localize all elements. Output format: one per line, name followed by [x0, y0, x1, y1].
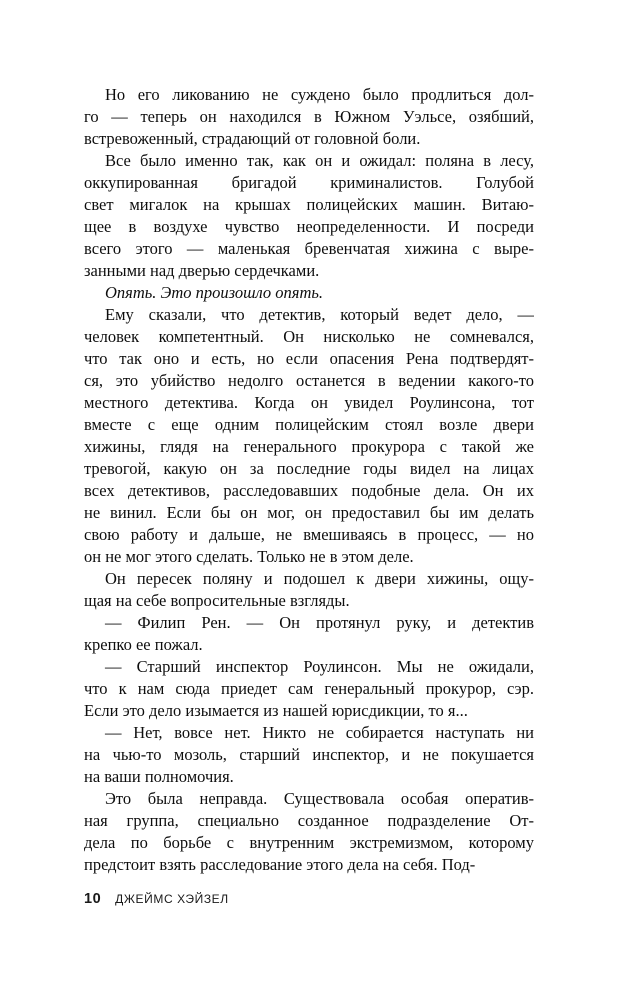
- text-line: крепко ее пожал.: [84, 635, 203, 654]
- text-line: — Нет, вовсе нет. Никто не собирается наступать ни: [105, 723, 534, 742]
- text-line: всех детективов, расследовавших подобные дела. Он их: [84, 481, 534, 500]
- text-line: не винил. Если бы он мог, он предоставил бы им делать: [84, 503, 534, 522]
- text-line: щее в воздухе чувство неопределенности. И посреди: [84, 217, 534, 236]
- text-line: на чью-то мозоль, старший инспектор, и не покушается: [84, 745, 534, 764]
- text-line: встревоженный, страдающий от головной боли.: [84, 129, 421, 148]
- text-line: дела по борьбе с внутренним экстремизмом, которому: [84, 833, 534, 852]
- text-line: го — теперь он находился в Южном Уэльсе, озябший,: [84, 107, 534, 126]
- book-author: ДЖЕЙМС ХЭЙЗЕЛ: [115, 892, 229, 906]
- paragraph: [84, 304, 534, 568]
- text-line: что к нам сюда приедет сам генеральный прокурор, сэр.: [84, 679, 534, 698]
- paragraph: [84, 150, 534, 282]
- text-line: щая на себе вопросительные взгляды.: [84, 591, 350, 610]
- text-line: предстоит взять расследование этого дела на себя. Под-: [84, 855, 476, 874]
- paragraph: [84, 84, 534, 150]
- text-line: тревогой, какую он за последние годы видел на лицах: [84, 459, 534, 478]
- text-line: он не мог этого сделать. Только не в этом деле.: [84, 547, 414, 566]
- text-line: ся, это убийство недолго останется в ведении какого-то: [84, 371, 534, 390]
- text-line: свет мигалок на крышах полицейских машин. Витаю-: [84, 195, 534, 214]
- paragraph: [84, 282, 534, 304]
- text-line: Ему сказали, что детектив, который ведет дело, —: [105, 305, 534, 324]
- text-line: всего этого — маленькая бревенчатая хижина с выре-: [84, 239, 534, 258]
- text-block: [84, 84, 534, 876]
- footer: [84, 891, 229, 907]
- text-line: свою работу и дальше, не вмешиваясь в процесс, — но: [84, 525, 534, 544]
- text-line: местного детектива. Когда он увидел Роулинсона, тот: [84, 393, 534, 412]
- page-number: 10: [84, 891, 102, 907]
- text-line: Но его ликованию не суждено было продлиться дол-: [105, 85, 534, 104]
- text-line: ная группа, специально созданное подразделение От-: [84, 811, 534, 830]
- text-line: хижины, глядя на генерального прокурора с такой же: [84, 437, 534, 456]
- paragraph: [84, 612, 534, 656]
- text-line: Если это дело изымается из нашей юрисдикции, то я...: [84, 701, 468, 720]
- text-line: — Старший инспектор Роулинсон. Мы не ожидали,: [105, 657, 534, 676]
- paragraph: [84, 568, 534, 612]
- text-line: занными над дверью сердечками.: [84, 261, 320, 280]
- text-line: Он пересек поляну и подошел к двери хижины, ощу-: [105, 569, 534, 588]
- text-line: на ваши полномочия.: [84, 767, 234, 786]
- text-line: вместе с еще одним полицейским стоял возле двери: [84, 415, 534, 434]
- paragraph: [84, 788, 534, 876]
- text-line: — Филип Рен. — Он протянул руку, и детектив: [105, 613, 534, 632]
- paragraph: [84, 656, 534, 722]
- text-line: Это была неправда. Существовала особая оператив-: [105, 789, 534, 808]
- text-line: Все было именно так, как он и ожидал: поляна в лесу,: [105, 151, 534, 170]
- paragraph: [84, 722, 534, 788]
- text-line: оккупированная бригадой криминалистов. Голубой: [84, 173, 534, 192]
- text-line: человек компетентный. Он нисколько не сомневался,: [84, 327, 534, 346]
- text-line: что так оно и есть, но если опасения Рена подтвердят-: [84, 349, 534, 368]
- text-line: Опять. Это произошло опять.: [105, 283, 324, 302]
